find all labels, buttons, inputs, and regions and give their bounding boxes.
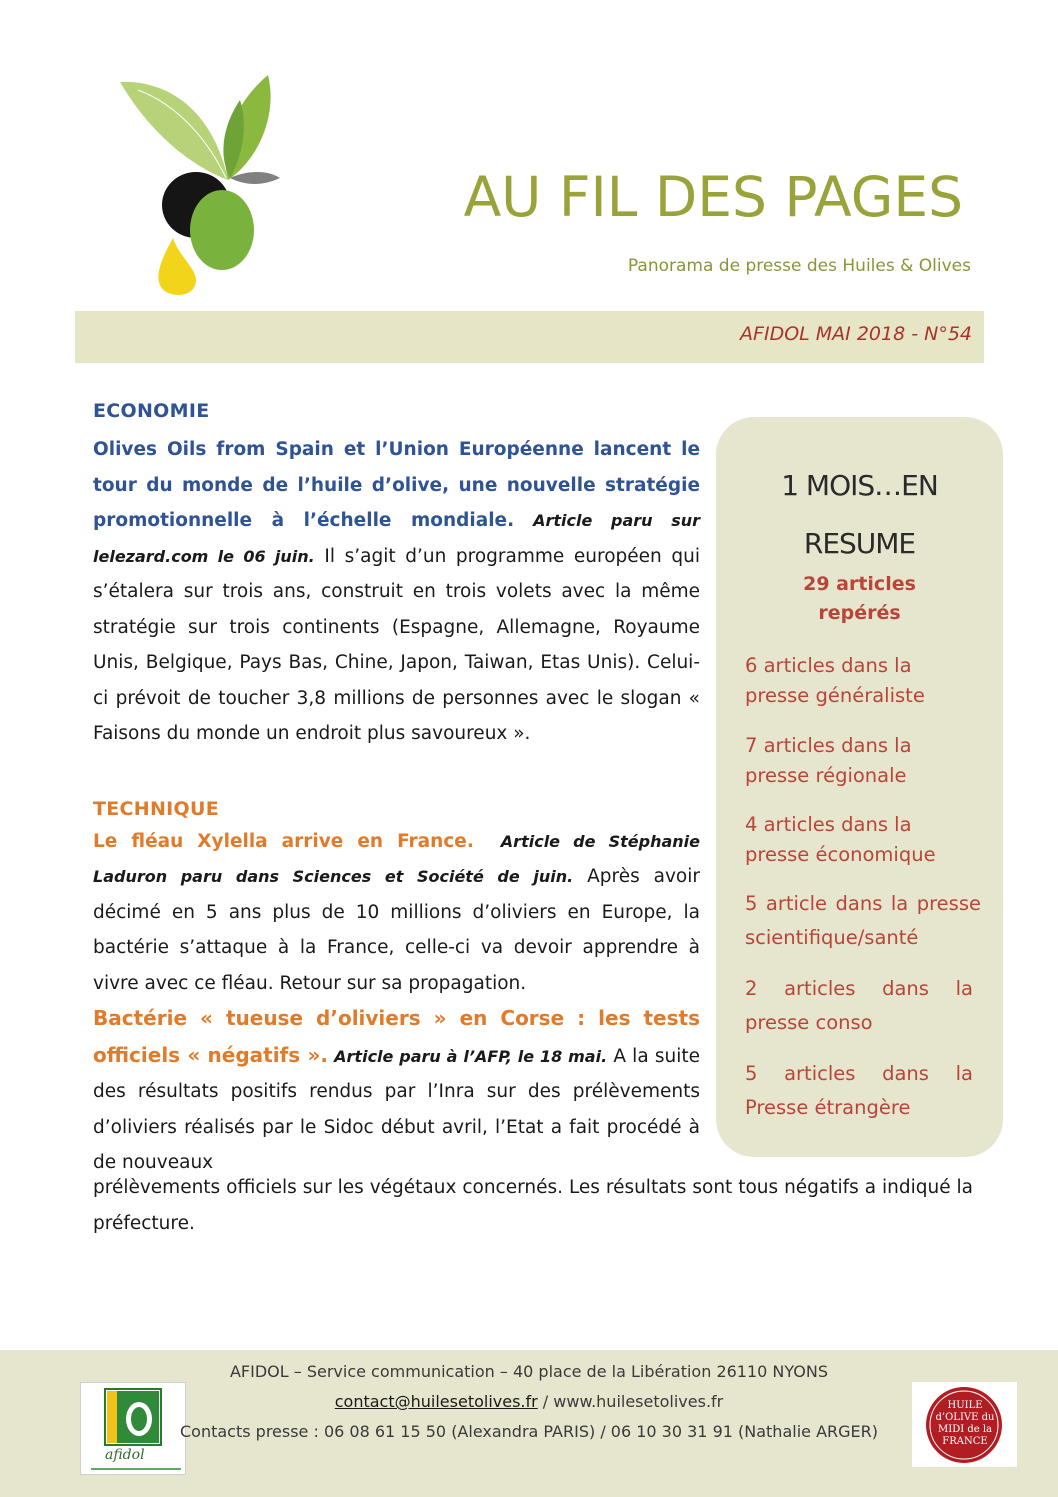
article-body: Après avoir décimé en 5 ans plus de 10 millions d’oliviers en Europe, la bactérie s’attaque à la France, celle-ci va devoir apprendre à vivre avec ce fléau. Retour sur sa propagation. — [93, 866, 701, 994]
article-corse — [93, 1001, 700, 1181]
article-economie — [93, 432, 700, 752]
summary-item: 4 articles dans la presse économique — [745, 813, 936, 866]
article-xylella — [93, 824, 700, 1002]
article-headline: Le fléau Xylella arrive en France. — [93, 830, 474, 852]
summary-item: 5 articles dans la Presse étrangère — [745, 1062, 973, 1119]
issue-number: AFIDOL MAI 2018 - N°54 — [740, 323, 972, 345]
midi-france-logo — [912, 1382, 1017, 1467]
articles-count-line: 29 articles — [803, 573, 916, 595]
section-heading-technique: TECHNIQUE — [93, 797, 220, 820]
article-body: Il s’agit d’un programme européen qui s’étalera sur trois ans, construit en trois volets avec la même stratégie sur trois continents (Espagne, Allemagne, Royaume Unis, Belgique, Pays Bas, Chine, Japon, Taiwan, Etas Unis). Celui-ci prévoit de toucher 3,8 millions de personnes avec le slogan « Faisons du monde un endroit plus savoureux ». — [93, 545, 701, 744]
sidebar-title-line: RESUME — [803, 527, 916, 560]
footer-links — [0, 1392, 1058, 1411]
footer — [0, 1350, 1058, 1497]
page-subtitle: Panorama de presse des Huiles & Olives — [627, 256, 971, 276]
articles-count — [716, 570, 1003, 628]
article-headline: Olives Oils from Spain et l’Union Européenne lancent le tour du monde de l’huile d’olive, une nouvelle stratégie promotionnelle à l’échelle mondiale. — [93, 439, 700, 531]
summary-sidebar — [716, 417, 1003, 1157]
page-title: AU FIL DES PAGES — [463, 165, 963, 229]
article-source: Article paru sur lelezard.com le 06 juin. — [93, 511, 700, 566]
olive-logo-icon — [118, 70, 288, 300]
sidebar-title — [716, 457, 1003, 573]
summary-item: 2 articles dans la presse conso — [745, 977, 973, 1034]
footer-contacts: Contacts presse : 06 08 61 15 50 (Alexandra PARIS) / 06 10 30 31 91 (Nathalie ARGER) — [179, 1422, 878, 1441]
article-headline: Bactérie « tueuse d’oliviers » en Corse : les tests officiels « négatifs ». — [93, 1006, 700, 1067]
articles-count-line: repérés — [818, 602, 901, 624]
midi-france-logo-text: HUILE d’OLIVE du MIDI de la FRANCE — [935, 1400, 995, 1447]
website-link[interactable]: / www.huilesetolives.fr — [537, 1392, 724, 1411]
article-body: A la suite des résultats positifs rendus par l’Inra sur des prélèvements d’oliviers réalisés par le Sidoc début avril, l’Etat a fait procédé à de nouveaux — [93, 1045, 700, 1173]
footer-address: AFIDOL – Service communication – 40 place de la Libération 26110 NYONS — [229, 1362, 829, 1381]
main-content — [93, 400, 700, 1181]
issue-band — [75, 311, 984, 363]
summary-item: 7 articles dans la presse régionale — [745, 734, 912, 787]
summary-item: 5 article dans la presse scientifique/santé — [745, 892, 981, 949]
section-heading-economie: ECONOMIE — [93, 400, 210, 422]
sidebar-title-line: 1 MOIS…EN — [781, 469, 938, 502]
email-link[interactable]: contact@huilesetolives.fr — [334, 1392, 538, 1411]
article-source: Article paru à l’AFP, le 18 mai. — [334, 1046, 608, 1066]
article-body-continued: prélèvements officiels sur les végétaux concernés. Les résultats sont tous négatifs a indiqué la préfecture. — [93, 1177, 973, 1234]
article-source: Article de Stéphanie Laduron paru dans Sciences et Société de juin. — [93, 831, 701, 886]
summary-item: 6 articles dans la presse généraliste — [745, 654, 925, 707]
afidol-logo-text: afidol — [105, 1447, 145, 1463]
